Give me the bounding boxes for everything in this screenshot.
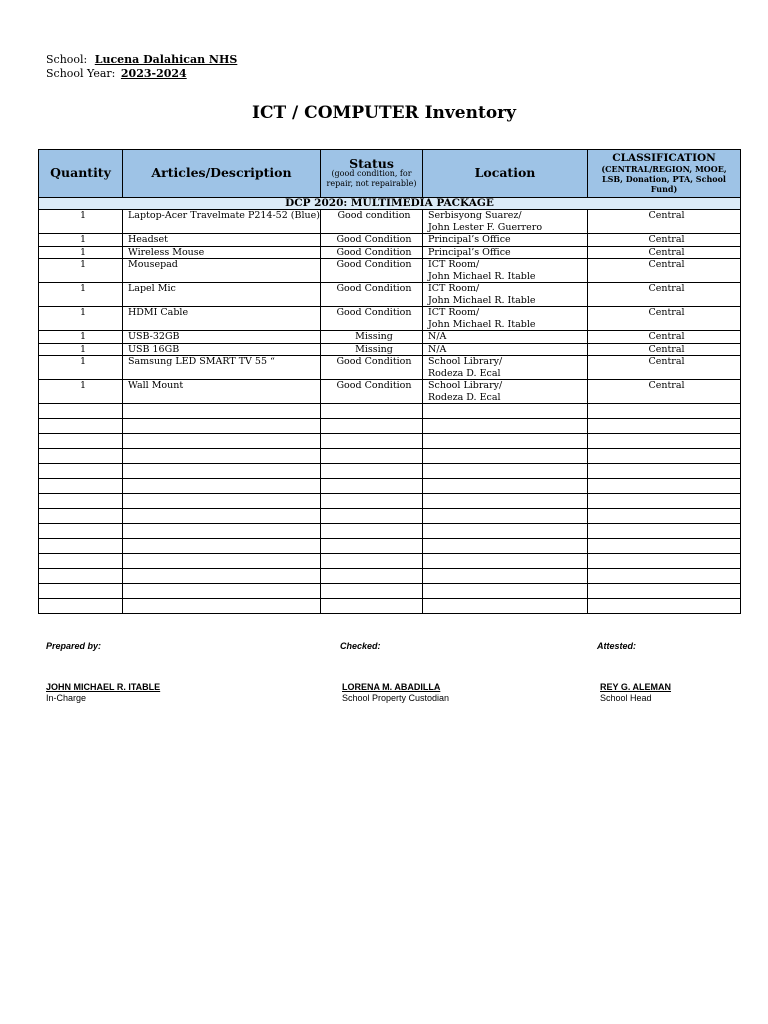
- location-cell: Principal’s Office: [423, 246, 588, 259]
- col-quantity-header: Quantity: [39, 150, 123, 198]
- status-cell: Good Condition: [321, 380, 423, 404]
- qty-cell: 1: [39, 234, 123, 247]
- table-row: [39, 210, 741, 234]
- empty-row: [39, 464, 741, 479]
- status-cell: Missing: [321, 343, 423, 356]
- attested-label: Attested:: [597, 641, 637, 651]
- empty-row: [39, 569, 741, 584]
- class-cell: Central: [588, 259, 741, 283]
- desc-cell: Wall Mount: [123, 380, 321, 404]
- table-row: [39, 234, 741, 247]
- checked-by-role: School Property Custodian: [342, 693, 450, 703]
- status-cell: Good Condition: [321, 259, 423, 283]
- location-cell: ICT Room/ John Michael R. Itable: [423, 307, 588, 331]
- status-cell: Good Condition: [321, 307, 423, 331]
- desc-cell: Samsung LED SMART TV 55 “: [123, 356, 321, 380]
- location-cell: Principal’s Office: [423, 234, 588, 247]
- location-cell: School Library/ Rodeza D. Ecal: [423, 380, 588, 404]
- class-cell: Central: [588, 210, 741, 234]
- table-row: [39, 380, 741, 404]
- empty-row: [39, 479, 741, 494]
- col-classification-header: [588, 150, 741, 198]
- desc-cell: Mousepad: [123, 259, 321, 283]
- qty-cell: 1: [39, 343, 123, 356]
- class-cell: Central: [588, 356, 741, 380]
- checked-label: Checked:: [340, 641, 381, 651]
- empty-row: [39, 419, 741, 434]
- class-cell: Central: [588, 283, 741, 307]
- empty-row: [39, 524, 741, 539]
- qty-cell: 1: [39, 331, 123, 344]
- class-cell: Central: [588, 380, 741, 404]
- section-title: DCP 2020: MULTIMEDIA PACKAGE: [39, 198, 741, 210]
- status-cell: Missing: [321, 331, 423, 344]
- qty-cell: 1: [39, 307, 123, 331]
- table-row: [39, 283, 741, 307]
- qty-cell: 1: [39, 380, 123, 404]
- class-cell: Central: [588, 307, 741, 331]
- school-year-value: 2023-2024: [120, 67, 187, 80]
- location-cell: N/A: [423, 343, 588, 356]
- empty-row: [39, 404, 741, 419]
- empty-row: [39, 449, 741, 464]
- school-value: Lucena Dalahican NHS: [94, 53, 238, 66]
- empty-row: [39, 539, 741, 554]
- table-header-row: [39, 150, 741, 198]
- section-row: [39, 198, 741, 210]
- table-row: [39, 343, 741, 356]
- class-cell: Central: [588, 234, 741, 247]
- prepared-by-label: Prepared by:: [46, 641, 102, 651]
- col-articles-header: Articles/Description: [123, 150, 321, 198]
- inventory-table: [38, 149, 741, 614]
- school-line: [46, 53, 237, 66]
- location-cell: ICT Room/ John Michael R. Itable: [423, 259, 588, 283]
- qty-cell: 1: [39, 259, 123, 283]
- qty-cell: 1: [39, 246, 123, 259]
- classification-subtitle: (CENTRAL/REGION, MOOE, LSB, Donation, PTA, School Fund): [601, 164, 727, 195]
- status-subtitle: (good condition, for repair, not repairable): [326, 169, 417, 189]
- school-year-line: [46, 67, 187, 80]
- status-cell: Good Condition: [321, 234, 423, 247]
- class-cell: Central: [588, 331, 741, 344]
- class-cell: Central: [588, 246, 741, 259]
- desc-cell: USB 16GB: [123, 343, 321, 356]
- table-row: [39, 246, 741, 259]
- location-cell: N/A: [423, 331, 588, 344]
- location-cell: ICT Room/ John Michael R. Itable: [423, 283, 588, 307]
- attested-by-role: School Head: [600, 693, 652, 703]
- desc-cell: USB-32GB: [123, 331, 321, 344]
- location-cell: Serbisyong Suarez/ John Lester F. Guerrero: [423, 210, 588, 234]
- empty-row: [39, 509, 741, 524]
- desc-cell: Wireless Mouse: [123, 246, 321, 259]
- col-location-header: Location: [423, 150, 588, 198]
- col-status-header: [321, 150, 423, 198]
- status-cell: Good Condition: [321, 283, 423, 307]
- empty-row: [39, 554, 741, 569]
- attested-by-name: REY G. ALEMAN: [600, 682, 672, 692]
- status-cell: Good condition: [321, 210, 423, 234]
- table-row: [39, 331, 741, 344]
- empty-row: [39, 494, 741, 509]
- location-cell: School Library/ Rodeza D. Ecal: [423, 356, 588, 380]
- status-cell: Good Condition: [321, 356, 423, 380]
- qty-cell: 1: [39, 210, 123, 234]
- class-cell: Central: [588, 343, 741, 356]
- checked-by-name: LORENA M. ABADILLA: [342, 682, 441, 692]
- empty-row: [39, 434, 741, 449]
- table-row: [39, 356, 741, 380]
- status-title: Status: [349, 155, 394, 171]
- prepared-by-name: JOHN MICHAEL R. ITABLE: [46, 682, 161, 692]
- desc-cell: HDMI Cable: [123, 307, 321, 331]
- school-year-label: School Year:: [46, 67, 116, 80]
- document-title: ICT / COMPUTER Inventory: [252, 103, 516, 123]
- table-row: [39, 259, 741, 283]
- desc-cell: Headset: [123, 234, 321, 247]
- desc-cell: Laptop-Acer Travelmate P214-52 (Blue): [123, 210, 321, 234]
- status-cell: Good Condition: [321, 246, 423, 259]
- qty-cell: 1: [39, 283, 123, 307]
- empty-row: [39, 599, 741, 614]
- qty-cell: 1: [39, 356, 123, 380]
- classification-title: CLASSIFICATION: [612, 151, 716, 164]
- school-label: School:: [46, 53, 88, 66]
- empty-row: [39, 584, 741, 599]
- table-row: [39, 307, 741, 331]
- desc-cell: Lapel Mic: [123, 283, 321, 307]
- prepared-by-role: In-Charge: [46, 693, 87, 703]
